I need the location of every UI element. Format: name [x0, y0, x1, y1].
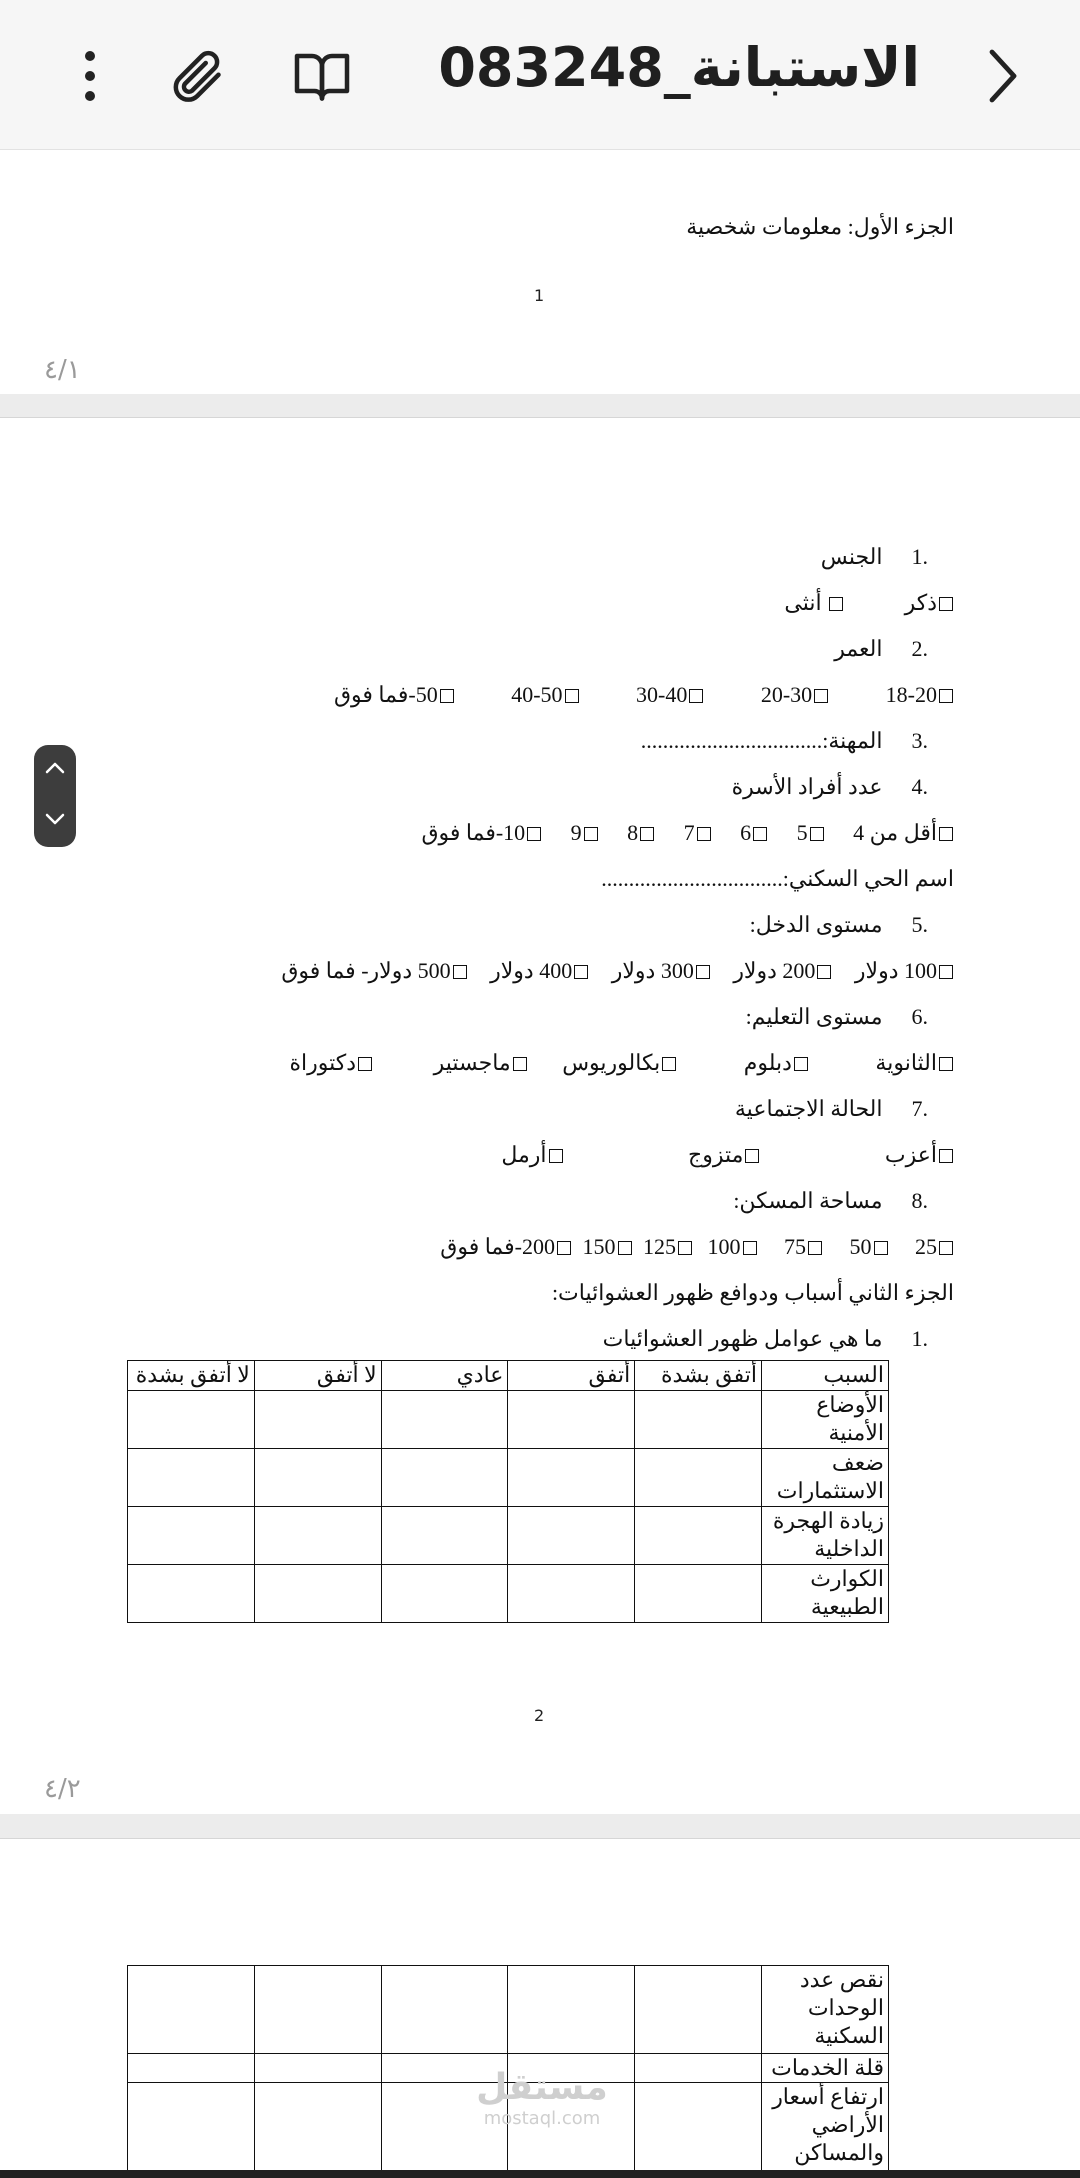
question-dwelling-area: .8 مساحة المسكن: — [733, 1188, 928, 1213]
option-age-50-plus[interactable]: 50-فما فوق — [334, 682, 454, 708]
question-gender: .1 الجنس — [820, 544, 928, 569]
scroll-up-icon[interactable] — [44, 761, 66, 780]
checkbox-icon — [829, 597, 843, 611]
table-cell-cause: الأوضاع الأمنية — [762, 1391, 889, 1449]
gender-options — [784, 590, 953, 616]
dwelling-area-options — [440, 1234, 953, 1260]
document-page-1 — [0, 150, 1080, 394]
option-age-40-50[interactable]: 40-50 — [511, 682, 578, 708]
option-family-8[interactable]: 8 — [627, 820, 654, 846]
table-cell[interactable] — [381, 1565, 508, 1623]
table-row — [128, 1449, 889, 1507]
option-age-20-30[interactable]: 20-30 — [761, 682, 828, 708]
checkbox-icon — [574, 965, 588, 979]
checkbox-icon — [745, 1149, 759, 1163]
table-cell[interactable] — [254, 1966, 381, 2054]
page-scroll-control — [34, 745, 76, 847]
income-options — [281, 958, 953, 984]
table-cell[interactable] — [128, 1966, 255, 2054]
page-number-2: 2 — [534, 1706, 545, 1725]
system-bottom-bar — [0, 2170, 1080, 2178]
page-indicator-2: ٤/٢ — [44, 1774, 81, 1804]
section-title-part1: الجزء الأول: معلومات شخصية — [686, 214, 954, 239]
forward-chevron-icon[interactable] — [966, 40, 1038, 112]
checkbox-icon — [810, 827, 824, 841]
checkbox-icon — [939, 1149, 953, 1163]
option-family-5[interactable]: 5 — [797, 820, 824, 846]
table-cell[interactable] — [508, 1966, 635, 2054]
option-family-10-plus[interactable]: 10-فما فوق — [421, 820, 541, 846]
option-area-150[interactable]: 150 — [583, 1234, 632, 1260]
table-row — [128, 1507, 889, 1565]
checkbox-icon — [753, 827, 767, 841]
table-cell[interactable] — [128, 2083, 255, 2171]
checkbox-icon — [527, 827, 541, 841]
table-cell[interactable] — [508, 1449, 635, 1507]
table-cell[interactable] — [508, 1391, 635, 1449]
table-cell[interactable] — [254, 2054, 381, 2083]
district-name-field: اسم الحي السكني:................................. — [601, 866, 954, 891]
marital-status-options — [501, 1142, 953, 1168]
section-title-part2: الجزء الثاني أسباب ودوافع ظهور العشوائيات: — [551, 1280, 954, 1305]
table-row — [128, 1565, 889, 1623]
age-options — [334, 682, 953, 708]
checkbox-icon — [939, 1241, 953, 1255]
option-area-50[interactable]: 50 — [850, 1234, 888, 1260]
checkbox-icon — [939, 827, 953, 841]
checkbox-icon — [817, 965, 831, 979]
option-male[interactable]: ذكر — [905, 590, 953, 616]
document-title: الاستبانة_083248 — [438, 36, 920, 99]
checkbox-icon — [662, 1057, 676, 1071]
option-income-200[interactable]: 200 دولار — [733, 958, 831, 984]
table-cell[interactable] — [128, 1507, 255, 1565]
option-area-25[interactable]: 25 — [915, 1234, 953, 1260]
table-cell[interactable] — [635, 1966, 762, 2054]
table-cell-cause: ضعف الاستثمارات — [762, 1449, 889, 1507]
page-number-1: 1 — [534, 286, 545, 305]
table-row — [128, 1966, 889, 2054]
factors-table — [127, 1360, 889, 1623]
checkbox-icon — [618, 1241, 632, 1255]
table-cell-cause: زيادة الهجرة الداخلية — [762, 1507, 889, 1565]
checkbox-icon — [794, 1057, 808, 1071]
table-cell[interactable] — [635, 1391, 762, 1449]
app-bar — [0, 0, 1080, 150]
table-header-row — [128, 1361, 889, 1391]
option-area-75[interactable]: 75 — [784, 1234, 822, 1260]
table-cell[interactable] — [381, 1449, 508, 1507]
checkbox-icon — [453, 965, 467, 979]
option-income-400[interactable]: 400 دولار — [490, 958, 588, 984]
checkbox-icon — [640, 827, 654, 841]
option-area-200-plus[interactable]: 200-فما فوق — [440, 1234, 571, 1260]
table-cell[interactable] — [508, 1507, 635, 1565]
checkbox-icon — [557, 1241, 571, 1255]
table-cell[interactable] — [254, 1507, 381, 1565]
checkbox-icon — [939, 1057, 953, 1071]
question-age: .2 العمر — [834, 636, 928, 661]
table-cell[interactable] — [635, 2054, 762, 2083]
checkbox-icon — [874, 1241, 888, 1255]
question-education: .6 مستوى التعليم: — [745, 1004, 928, 1029]
checkbox-icon — [939, 965, 953, 979]
table-header: لا أتفق بشدة — [128, 1361, 255, 1391]
checkbox-icon — [678, 1241, 692, 1255]
table-cell[interactable] — [635, 1507, 762, 1565]
option-income-500-plus[interactable]: 500 دولار- فما فوق — [281, 958, 466, 984]
family-size-options — [421, 820, 953, 846]
option-family-lt4[interactable]: أقل من 4 — [853, 820, 953, 846]
checkbox-icon — [697, 827, 711, 841]
option-income-300[interactable]: 300 دولار — [612, 958, 710, 984]
table-cell[interactable] — [254, 1565, 381, 1623]
option-area-100[interactable]: 100 — [708, 1234, 757, 1260]
more-options-icon[interactable] — [54, 40, 126, 112]
watermark-logo: مستقل mostaql.com — [476, 2067, 608, 2129]
table-cell-cause: الكوارث الطبيعية — [762, 1565, 889, 1623]
scroll-down-icon[interactable] — [44, 812, 66, 831]
option-married[interactable]: متزوج — [688, 1142, 759, 1168]
table-cell[interactable] — [635, 1449, 762, 1507]
checkbox-icon — [939, 689, 953, 703]
question-occupation: .3 المهنة:................................. — [640, 728, 928, 753]
checkbox-icon — [584, 827, 598, 841]
table-cell[interactable] — [635, 2083, 762, 2171]
checkbox-icon — [696, 965, 710, 979]
option-family-6[interactable]: 6 — [740, 820, 767, 846]
table-header: أتفق — [508, 1361, 635, 1391]
option-family-7[interactable]: 7 — [684, 820, 711, 846]
checkbox-icon — [689, 689, 703, 703]
page-indicator-1: ٤/١ — [44, 355, 81, 385]
option-area-125[interactable]: 125 — [643, 1234, 692, 1260]
reading-mode-icon[interactable] — [286, 40, 358, 112]
option-female[interactable]: أنثى — [784, 590, 843, 616]
attachment-icon[interactable] — [160, 40, 232, 112]
table-cell[interactable] — [128, 1565, 255, 1623]
checkbox-icon — [549, 1149, 563, 1163]
table-header: عادي — [381, 1361, 508, 1391]
option-edu-bachelor[interactable]: بكالوريوس — [562, 1050, 676, 1076]
table-cell[interactable] — [381, 1507, 508, 1565]
option-family-9[interactable]: 9 — [571, 820, 598, 846]
table-cell[interactable] — [635, 1565, 762, 1623]
table-cell[interactable] — [128, 1449, 255, 1507]
option-income-100[interactable]: 100 دولار — [855, 958, 953, 984]
question-income: .5 مستوى الدخل: — [749, 912, 928, 937]
checkbox-icon — [513, 1057, 527, 1071]
question-slum-factors: .1 ما هي عوامل ظهور العشوائيات — [602, 1326, 928, 1351]
checkbox-icon — [440, 689, 454, 703]
option-edu-master[interactable]: ماجستير — [434, 1050, 527, 1076]
checkbox-icon — [358, 1057, 372, 1071]
table-cell[interactable] — [508, 1565, 635, 1623]
checkbox-icon — [814, 689, 828, 703]
table-cell-cause: نقص عدد الوحدات السكنية — [762, 1966, 889, 2054]
checkbox-icon — [808, 1241, 822, 1255]
checkbox-icon — [939, 597, 953, 611]
table-cell[interactable] — [128, 1391, 255, 1449]
education-options — [290, 1050, 953, 1076]
table-cell[interactable] — [128, 2054, 255, 2083]
document-page-2 — [0, 418, 1080, 1814]
table-header: لا أتفق — [254, 1361, 381, 1391]
question-family-size: .4 عدد أفراد الأسرة — [731, 774, 928, 799]
option-age-30-40[interactable]: 30-40 — [636, 682, 703, 708]
table-cell[interactable] — [254, 2083, 381, 2171]
option-edu-secondary[interactable]: الثانوية — [875, 1050, 953, 1076]
table-cell[interactable] — [254, 1391, 381, 1449]
table-cell[interactable] — [254, 1449, 381, 1507]
option-edu-phd[interactable]: دكتوراة — [290, 1050, 373, 1076]
option-widowed[interactable]: أرمل — [501, 1142, 562, 1168]
checkbox-icon — [565, 689, 579, 703]
table-header: أتفق بشدة — [635, 1361, 762, 1391]
checkbox-icon — [743, 1241, 757, 1255]
option-age-18-20[interactable]: 18-20 — [886, 682, 953, 708]
table-header: السبب — [762, 1361, 889, 1391]
option-edu-diploma[interactable]: دبلوم — [744, 1050, 808, 1076]
table-row — [128, 1391, 889, 1449]
table-cell-cause: قلة الخدمات — [762, 2054, 889, 2083]
option-single[interactable]: أعزب — [885, 1142, 953, 1168]
table-cell[interactable] — [381, 1966, 508, 2054]
question-marital-status: .7 الحالة الاجتماعية — [734, 1096, 928, 1121]
table-cell-cause: ارتفاع أسعار الأراضي والمساكن — [762, 2083, 889, 2171]
table-cell[interactable] — [381, 1391, 508, 1449]
